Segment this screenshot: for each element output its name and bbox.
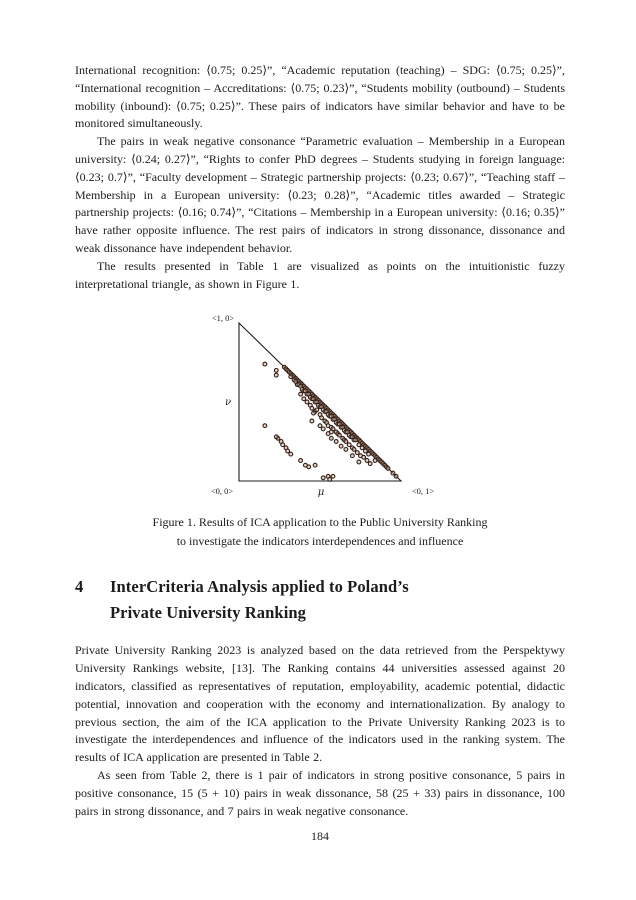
scatter-point xyxy=(263,363,267,367)
figure-caption-line1: Figure 1. Results of ICA application to the Public University Ranking xyxy=(152,515,488,530)
scatter-point xyxy=(386,467,390,471)
scatter-point xyxy=(274,435,278,439)
scatter-point xyxy=(274,369,278,373)
scatter-point xyxy=(307,465,311,469)
scatter-point xyxy=(347,443,351,447)
scatter-point xyxy=(320,416,324,420)
intuitionistic-fuzzy-triangle-chart xyxy=(160,315,480,500)
scatter-point xyxy=(328,478,332,482)
body-paragraph-3: The results presented in Table 1 are visualized as points on the intuitionistic fuzzy interpretational triangle, as shown in Figure 1. xyxy=(75,258,565,291)
scatter-point xyxy=(367,453,371,457)
scatter-point xyxy=(365,459,369,463)
section-heading xyxy=(75,574,565,626)
scatter-point xyxy=(373,459,377,463)
scatter-point xyxy=(355,451,359,455)
scatter-point xyxy=(299,393,303,397)
scatter-point xyxy=(315,408,319,412)
scatter-point xyxy=(351,454,355,458)
scatter-point xyxy=(360,446,364,450)
body-paragraph-1: International recognition: ⟨0.75; 0.25⟩”, “Academic reputation (teaching) – SDG: ⟨0.75; 0.25⟩”, “International recognition – Accreditations: ⟨0.75; 0.23⟩”, “Students mobility (outbound) – Students mobility (inbound): ⟨0.75; 0.25⟩”. These pairs of indicators have similar behavior and have to be monitored simultaneously. xyxy=(75,63,565,131)
scatter-point xyxy=(357,443,361,447)
scatter-point xyxy=(344,440,348,444)
scatter-point xyxy=(338,434,342,438)
scatter-point xyxy=(354,438,358,442)
section-title xyxy=(110,577,409,622)
section-title-line2: Private University Ranking xyxy=(110,603,307,623)
body-paragraph-2: The pairs in weak negative consonance “Parametric evaluation – Membership in a European university: ⟨0.24; 0.27⟩”, “Rights to confer PhD degrees – Students studying in foreign language: ⟨0.23; 0.7⟩”, “Faculty development – Strategic partnership projects: ⟨0.23; 0.67⟩”, “Teaching staff – Membership in a European university: ⟨0.23; 0.28⟩”, “Academic titles awarded – Strategic partnership projects: ⟨0.16; 0.74⟩”, “Citations – Membership in a European university: ⟨0.16; 0.35⟩” have rather opposite influence. The rest pairs of indicators in strong dissonance, dissonance and weak dissonance have independent behavior. xyxy=(75,134,565,255)
scatter-point xyxy=(263,424,267,428)
scatter-point xyxy=(286,449,290,453)
scatter-point xyxy=(281,443,285,447)
scatter-point xyxy=(326,432,330,436)
vertex-label-bottom-right: <0, 1> xyxy=(411,486,435,497)
scatter-point xyxy=(329,437,333,441)
scatter-point xyxy=(321,427,325,431)
vertex-label-origin: <0, 0> xyxy=(210,486,234,497)
scatter-point xyxy=(364,449,368,453)
scatter-point xyxy=(289,375,293,379)
vertex-label-top-left: <1, 0> xyxy=(211,315,235,324)
figure-caption xyxy=(75,513,565,550)
scatter-point xyxy=(344,448,348,452)
scatter-point xyxy=(362,456,366,460)
body-paragraph-4: Private University Ranking 2023 is analyzed based on the data retrieved from the Perspektywy University Rankings website, [13]. The Ranking contains 44 universities assessed against 20 indicators, classified as representatives of reputation, employability, academic potential, didactic potential, innovation and cooperation with the economy and internationalization. By analogy to previous section, the aim of the ICA application to the Private University Ranking 2023 is to investigate the interdependences and influence of the indicators used in the ranking system. The results of ICA application are presented in Table 2. xyxy=(75,643,565,765)
body-paragraph-5: As seen from Table 2, there is 1 pair of indicators in strong positive consonance, 5 pairs in positive consonance, 15 (5 + 10) pairs in weak dissonance, 58 (25 + 33) pairs in dissonance, 100 pairs in strong dissonance, and 7 pairs in weak negative consonance. xyxy=(75,767,565,818)
scatter-point xyxy=(274,374,278,378)
scatter-point xyxy=(339,445,343,449)
scatter-point xyxy=(352,448,356,452)
scatter-point xyxy=(391,472,395,476)
scatter-point xyxy=(331,475,335,479)
page-number: 184 xyxy=(311,829,329,844)
scatter-point xyxy=(310,419,314,423)
scatter-point xyxy=(368,462,372,466)
scatter-point xyxy=(334,440,338,444)
section-number: 4 xyxy=(75,577,84,597)
scatter-point xyxy=(302,397,306,401)
scatter-point xyxy=(357,460,361,464)
scatter-point xyxy=(318,424,322,428)
section-title-line1: InterCriteria Analysis applied to Poland’s xyxy=(110,577,409,597)
scatter-point xyxy=(321,476,325,480)
scatter-point xyxy=(305,400,309,404)
figure-caption-line2: to investigate the indicators interdependences and influence xyxy=(176,533,464,548)
scatter-points xyxy=(263,363,398,482)
scatter-point xyxy=(312,412,316,416)
scatter-point xyxy=(310,407,314,411)
x-axis-label-mu: μ xyxy=(317,487,325,499)
figure-1 xyxy=(75,315,565,550)
scatter-point xyxy=(299,459,303,463)
scatter-point xyxy=(313,464,317,468)
y-axis-label-nu: ν xyxy=(224,397,232,409)
scatter-point xyxy=(394,475,398,479)
scatter-point xyxy=(289,453,293,457)
